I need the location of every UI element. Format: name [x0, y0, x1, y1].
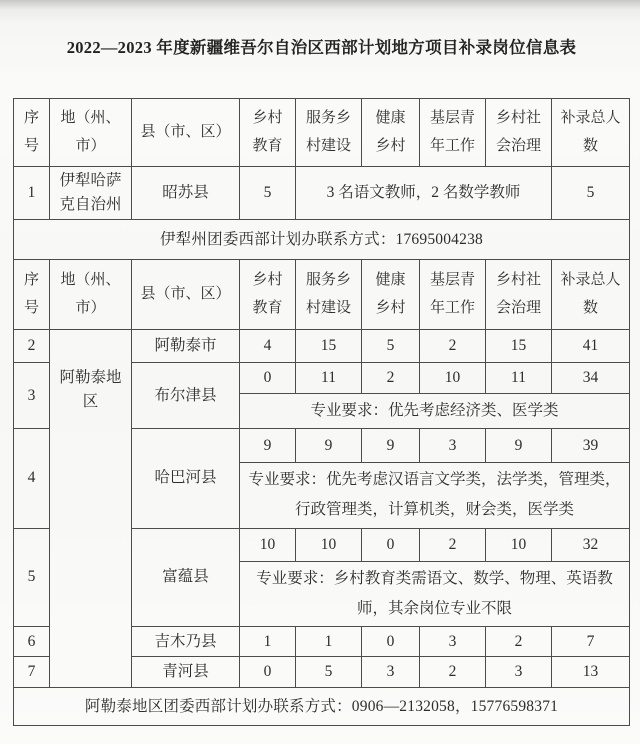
count-cell: 1	[296, 627, 362, 657]
seq-cell: 6	[14, 627, 50, 657]
col-header-seq: 序号	[14, 260, 50, 330]
count-cell: 5	[240, 167, 296, 220]
count-cell: 0	[362, 627, 420, 657]
county-cell: 阿勒泰市	[132, 330, 240, 363]
requirement-cell: 专业要求：乡村教育类需语文、数学、物理、英语教师，其余岗位专业不限	[240, 561, 630, 626]
col-header-county: 县（市、区）	[132, 260, 240, 330]
count-cell: 9	[486, 429, 552, 463]
count-cell: 0	[240, 657, 296, 688]
col-header-rural-education: 乡村教育	[240, 260, 296, 330]
count-cell: 10	[486, 528, 552, 561]
col-header-prefecture: 地（州、市）	[50, 260, 132, 330]
county-cell: 富蕴县	[132, 528, 240, 626]
seq-cell: 4	[14, 429, 50, 528]
total-cell: 7	[552, 627, 630, 657]
data-row-zhaosu	[14, 167, 630, 220]
count-cell: 9	[296, 429, 362, 463]
col-header-total: 补录总人数	[552, 99, 630, 167]
count-cell: 9	[240, 429, 296, 463]
count-cell: 0	[240, 363, 296, 394]
count-cell: 15	[296, 330, 362, 363]
count-cell: 3	[420, 429, 486, 463]
col-header-seq: 序号	[14, 99, 50, 167]
count-cell: 11	[486, 363, 552, 394]
col-header-healthy-village: 健康乡村	[362, 99, 420, 167]
count-cell: 10	[296, 528, 362, 561]
count-cell: 2	[362, 363, 420, 394]
county-cell: 青河县	[132, 657, 240, 688]
count-cell: 10	[240, 528, 296, 561]
prefecture-cell: 伊犁哈萨克自治州	[50, 167, 132, 220]
seq-cell: 7	[14, 657, 50, 688]
seq-cell: 1	[14, 167, 50, 220]
county-cell: 吉木乃县	[132, 627, 240, 657]
contact-row-ili	[14, 220, 630, 260]
count-cell: 3	[362, 657, 420, 688]
count-cell: 0	[362, 528, 420, 561]
col-header-social-governance: 乡村社会治理	[486, 99, 552, 167]
count-cell: 3	[420, 627, 486, 657]
count-cell: 10	[420, 363, 486, 394]
count-cell: 11	[296, 363, 362, 394]
count-cell: 2	[486, 627, 552, 657]
requirement-cell: 专业要求：优先考虑经济类、医学类	[240, 394, 630, 429]
seq-cell: 2	[14, 330, 50, 363]
total-cell: 32	[552, 528, 630, 561]
col-header-youth-work: 基层青年工作	[420, 99, 486, 167]
count-cell: 5	[362, 330, 420, 363]
col-header-county: 县（市、区）	[132, 99, 240, 167]
count-cell: 4	[240, 330, 296, 363]
header-row-section1	[14, 99, 630, 167]
col-header-youth-work: 基层青年工作	[420, 260, 486, 330]
contact-row-altay	[14, 688, 630, 726]
col-header-prefecture: 地（州、市）	[50, 99, 132, 167]
count-cell: 2	[420, 657, 486, 688]
contact-cell: 阿勒泰地区团委西部计划办联系方式：0906—2132058，15776598371	[14, 688, 630, 726]
prefecture-cell: 阿勒泰地区	[50, 330, 132, 688]
col-header-healthy-village: 健康乡村	[362, 260, 420, 330]
total-cell: 39	[552, 429, 630, 463]
seq-cell: 3	[14, 363, 50, 429]
page-title: 2022—2023 年度新疆维吾尔自治区西部计划地方项目补录岗位信息表	[66, 38, 577, 57]
col-header-rural-construction: 服务乡村建设	[296, 99, 362, 167]
count-cell: 5	[296, 657, 362, 688]
count-cell: 2	[420, 528, 486, 561]
count-cell: 2	[420, 330, 486, 363]
total-cell: 13	[552, 657, 630, 688]
count-cell: 9	[362, 429, 420, 463]
requirement-cell: 专业要求：优先考虑汉语言文学类，法学类，管理类，行政管理类，计算机类，财会类，医学类	[240, 463, 630, 528]
total-cell: 41	[552, 330, 630, 363]
total-cell: 5	[552, 167, 630, 220]
data-row-altay-city	[14, 330, 630, 363]
count-cell: 3	[486, 657, 552, 688]
col-header-total: 补录总人数	[552, 260, 630, 330]
count-cell: 1	[240, 627, 296, 657]
count-cell: 15	[486, 330, 552, 363]
total-cell: 34	[552, 363, 630, 394]
county-cell: 哈巴河县	[132, 429, 240, 528]
col-header-social-governance: 乡村社会治理	[486, 260, 552, 330]
recruitment-table	[13, 98, 630, 726]
note-cell: 3 名语文教师，2 名数学教师	[296, 167, 552, 220]
seq-cell: 5	[14, 528, 50, 626]
contact-cell: 伊犁州团委西部计划办联系方式：17695004238	[14, 220, 630, 260]
col-header-rural-education: 乡村教育	[240, 99, 296, 167]
header-row-section2	[14, 260, 630, 330]
county-cell: 布尔津县	[132, 363, 240, 429]
col-header-rural-construction: 服务乡村建设	[296, 260, 362, 330]
county-cell: 昭苏县	[132, 167, 240, 220]
